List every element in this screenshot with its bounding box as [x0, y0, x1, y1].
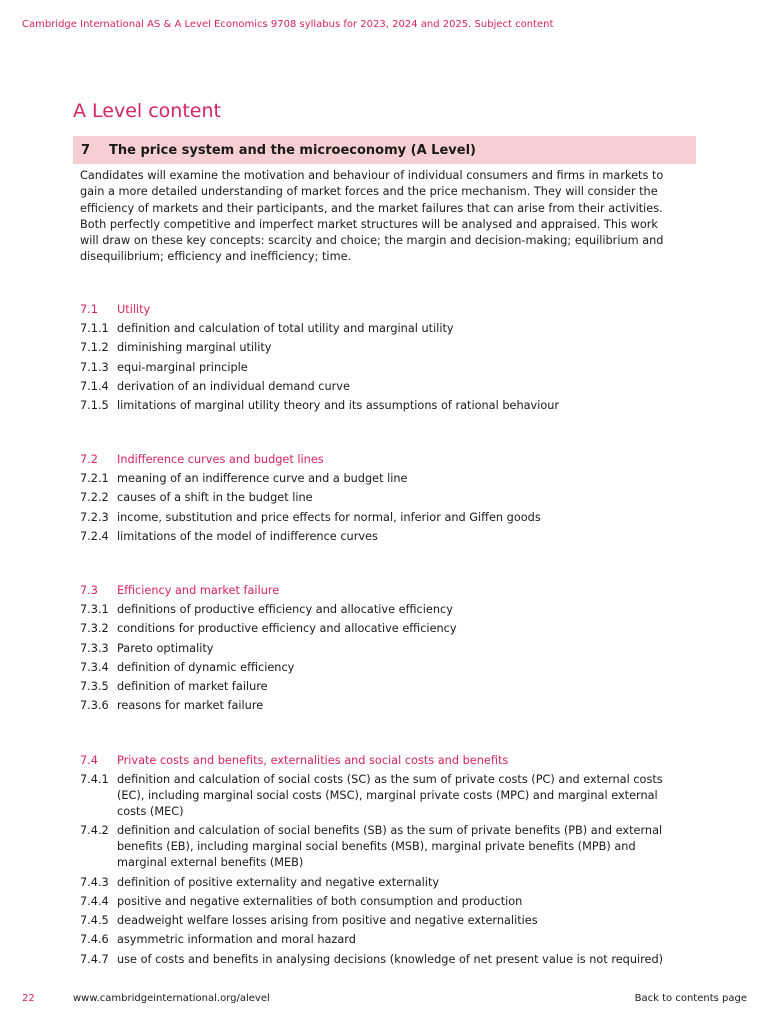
item-number: 7.3.3	[80, 641, 109, 655]
item-text: derivation of an individual demand curve	[117, 379, 350, 393]
item-text: asymmetric information and moral hazard	[117, 933, 356, 947]
subtopic-efficiency	[80, 583, 680, 718]
item-text: equi-marginal principle	[117, 360, 248, 374]
item-text: definition of positive externality and negative externality	[117, 875, 440, 889]
item-number: 7.3.6	[80, 699, 109, 713]
item-number: 7.4.3	[80, 875, 109, 889]
subtopic-heading	[80, 753, 680, 769]
list-item	[80, 823, 680, 871]
list-item	[80, 398, 680, 414]
list-item	[80, 772, 680, 820]
item-text: income, substitution and price effects for normal, inferior and Giffen goods	[117, 510, 541, 524]
item-number: 7.3.5	[80, 680, 109, 694]
subtopic-heading	[80, 452, 680, 468]
list-item	[80, 952, 680, 968]
item-number: 7.2.2	[80, 491, 109, 505]
subtopic-number: 7.4	[80, 754, 98, 767]
subtopic-title: Utility	[117, 303, 151, 316]
item-text: definition and calculation of social costs (SC) as the sum of private costs (PC) and external costs (EC), including marginal social costs (MSC), marginal private costs (MPC) and marginal external costs (MEC)	[117, 773, 663, 818]
item-number: 7.1.3	[80, 360, 109, 374]
item-number: 7.4.6	[80, 933, 109, 947]
item-number: 7.3.2	[80, 622, 109, 636]
subtopic-number: 7.3	[80, 584, 98, 597]
item-text: diminishing marginal utility	[117, 341, 272, 355]
list-item	[80, 875, 680, 891]
item-text: Pareto optimality	[117, 641, 214, 655]
running-header: Cambridge International AS & A Level Economics 9708 syllabus for 2023, 2024 and 2025. Subject content	[22, 19, 554, 30]
subtopic-utility	[80, 302, 680, 417]
back-to-contents-link[interactable]: Back to contents page	[634, 993, 747, 1004]
item-number: 7.3.1	[80, 603, 109, 616]
list-item	[80, 660, 680, 676]
item-number: 7.2.1	[80, 472, 109, 485]
subtopic-number: 7.1	[80, 303, 98, 316]
item-text: limitations of the model of indifference curves	[117, 529, 378, 543]
item-text: definition and calculation of total utility and marginal utility	[117, 322, 454, 335]
topic-title: The price system and the microeconomy (A Level)	[109, 142, 476, 158]
item-number: 7.2.4	[80, 529, 109, 543]
list-item	[80, 698, 680, 714]
item-text: deadweight welfare losses arising from positive and negative externalities	[117, 914, 538, 928]
item-number: 7.4.5	[80, 914, 109, 928]
item-number: 7.1.5	[80, 399, 109, 413]
item-text: causes of a shift in the budget line	[117, 491, 313, 505]
list-item	[80, 529, 680, 545]
list-item	[80, 913, 680, 929]
subtopic-number: 7.2	[80, 453, 98, 466]
list-item	[80, 471, 680, 487]
section-heading: A Level content	[73, 100, 221, 122]
subtopic-externalities	[80, 753, 680, 971]
list-item	[80, 490, 680, 506]
subtopic-indifference-curves	[80, 452, 680, 548]
subtopic-heading	[80, 583, 680, 599]
item-text: use of costs and benefits in analysing decisions (knowledge of net present value is not required)	[117, 952, 664, 966]
item-number: 7.4.4	[80, 894, 109, 908]
item-number: 7.1.4	[80, 379, 109, 393]
list-item	[80, 679, 680, 695]
item-text: definition of dynamic efficiency	[117, 660, 295, 674]
list-item	[80, 621, 680, 637]
footer-url-link[interactable]: www.cambridgeinternational.org/alevel	[73, 993, 270, 1004]
list-item	[80, 932, 680, 948]
item-text: conditions for productive efficiency and allocative efficiency	[117, 622, 457, 636]
list-item	[80, 510, 680, 526]
item-text: definition and calculation of social benefits (SB) as the sum of private benefits (PB) and external benefits (EB), including marginal social benefits (MSB), marginal private benefits (MPB) and marginal external benefits (MEB)	[117, 824, 663, 870]
item-number: 7.1.2	[80, 341, 109, 355]
topic-bar	[73, 136, 696, 164]
subtopic-title: Efficiency and market failure	[117, 584, 280, 597]
item-number: 7.4.7	[80, 952, 109, 966]
list-item	[80, 379, 680, 395]
item-text: positive and negative externalities of both consumption and production	[117, 894, 523, 908]
subtopic-title: Private costs and benefits, externalities and social costs and benefits	[117, 754, 509, 767]
list-item	[80, 360, 680, 376]
item-text: limitations of marginal utility theory and its assumptions of rational behaviour	[117, 399, 560, 413]
item-text: meaning of an indifference curve and a budget line	[117, 472, 408, 485]
list-item	[80, 321, 680, 337]
page-number: 22	[22, 993, 35, 1004]
topic-intro: Candidates will examine the motivation and behaviour of individual consumers and firms in markets to gain a more detailed understanding of market forces and the price mechanism. They will consider the efficiency of markets and their participants, and the market failures that can arise from their activities. Both perfectly competitive and imperfect market structures will be analysed and appraised. This work will draw on these key concepts: scarcity and choice; the margin and decision-making; equilibrium and disequilibrium; efficiency and inefficiency; time.	[80, 169, 664, 264]
subtopic-heading	[80, 302, 680, 318]
item-number: 7.2.3	[80, 510, 109, 524]
list-item	[80, 340, 680, 356]
item-number: 7.1.1	[80, 322, 109, 335]
list-item	[80, 602, 680, 618]
item-number: 7.4.2	[80, 824, 109, 838]
item-text: definition of market failure	[117, 680, 268, 694]
item-text: definitions of productive efficiency and allocative efficiency	[117, 603, 453, 616]
item-number: 7.4.1	[80, 773, 109, 786]
subtopic-title: Indifference curves and budget lines	[117, 453, 324, 466]
topic-number: 7	[81, 142, 91, 158]
list-item	[80, 641, 680, 657]
item-text: reasons for market failure	[117, 699, 264, 713]
list-item	[80, 894, 680, 910]
item-number: 7.3.4	[80, 660, 109, 674]
